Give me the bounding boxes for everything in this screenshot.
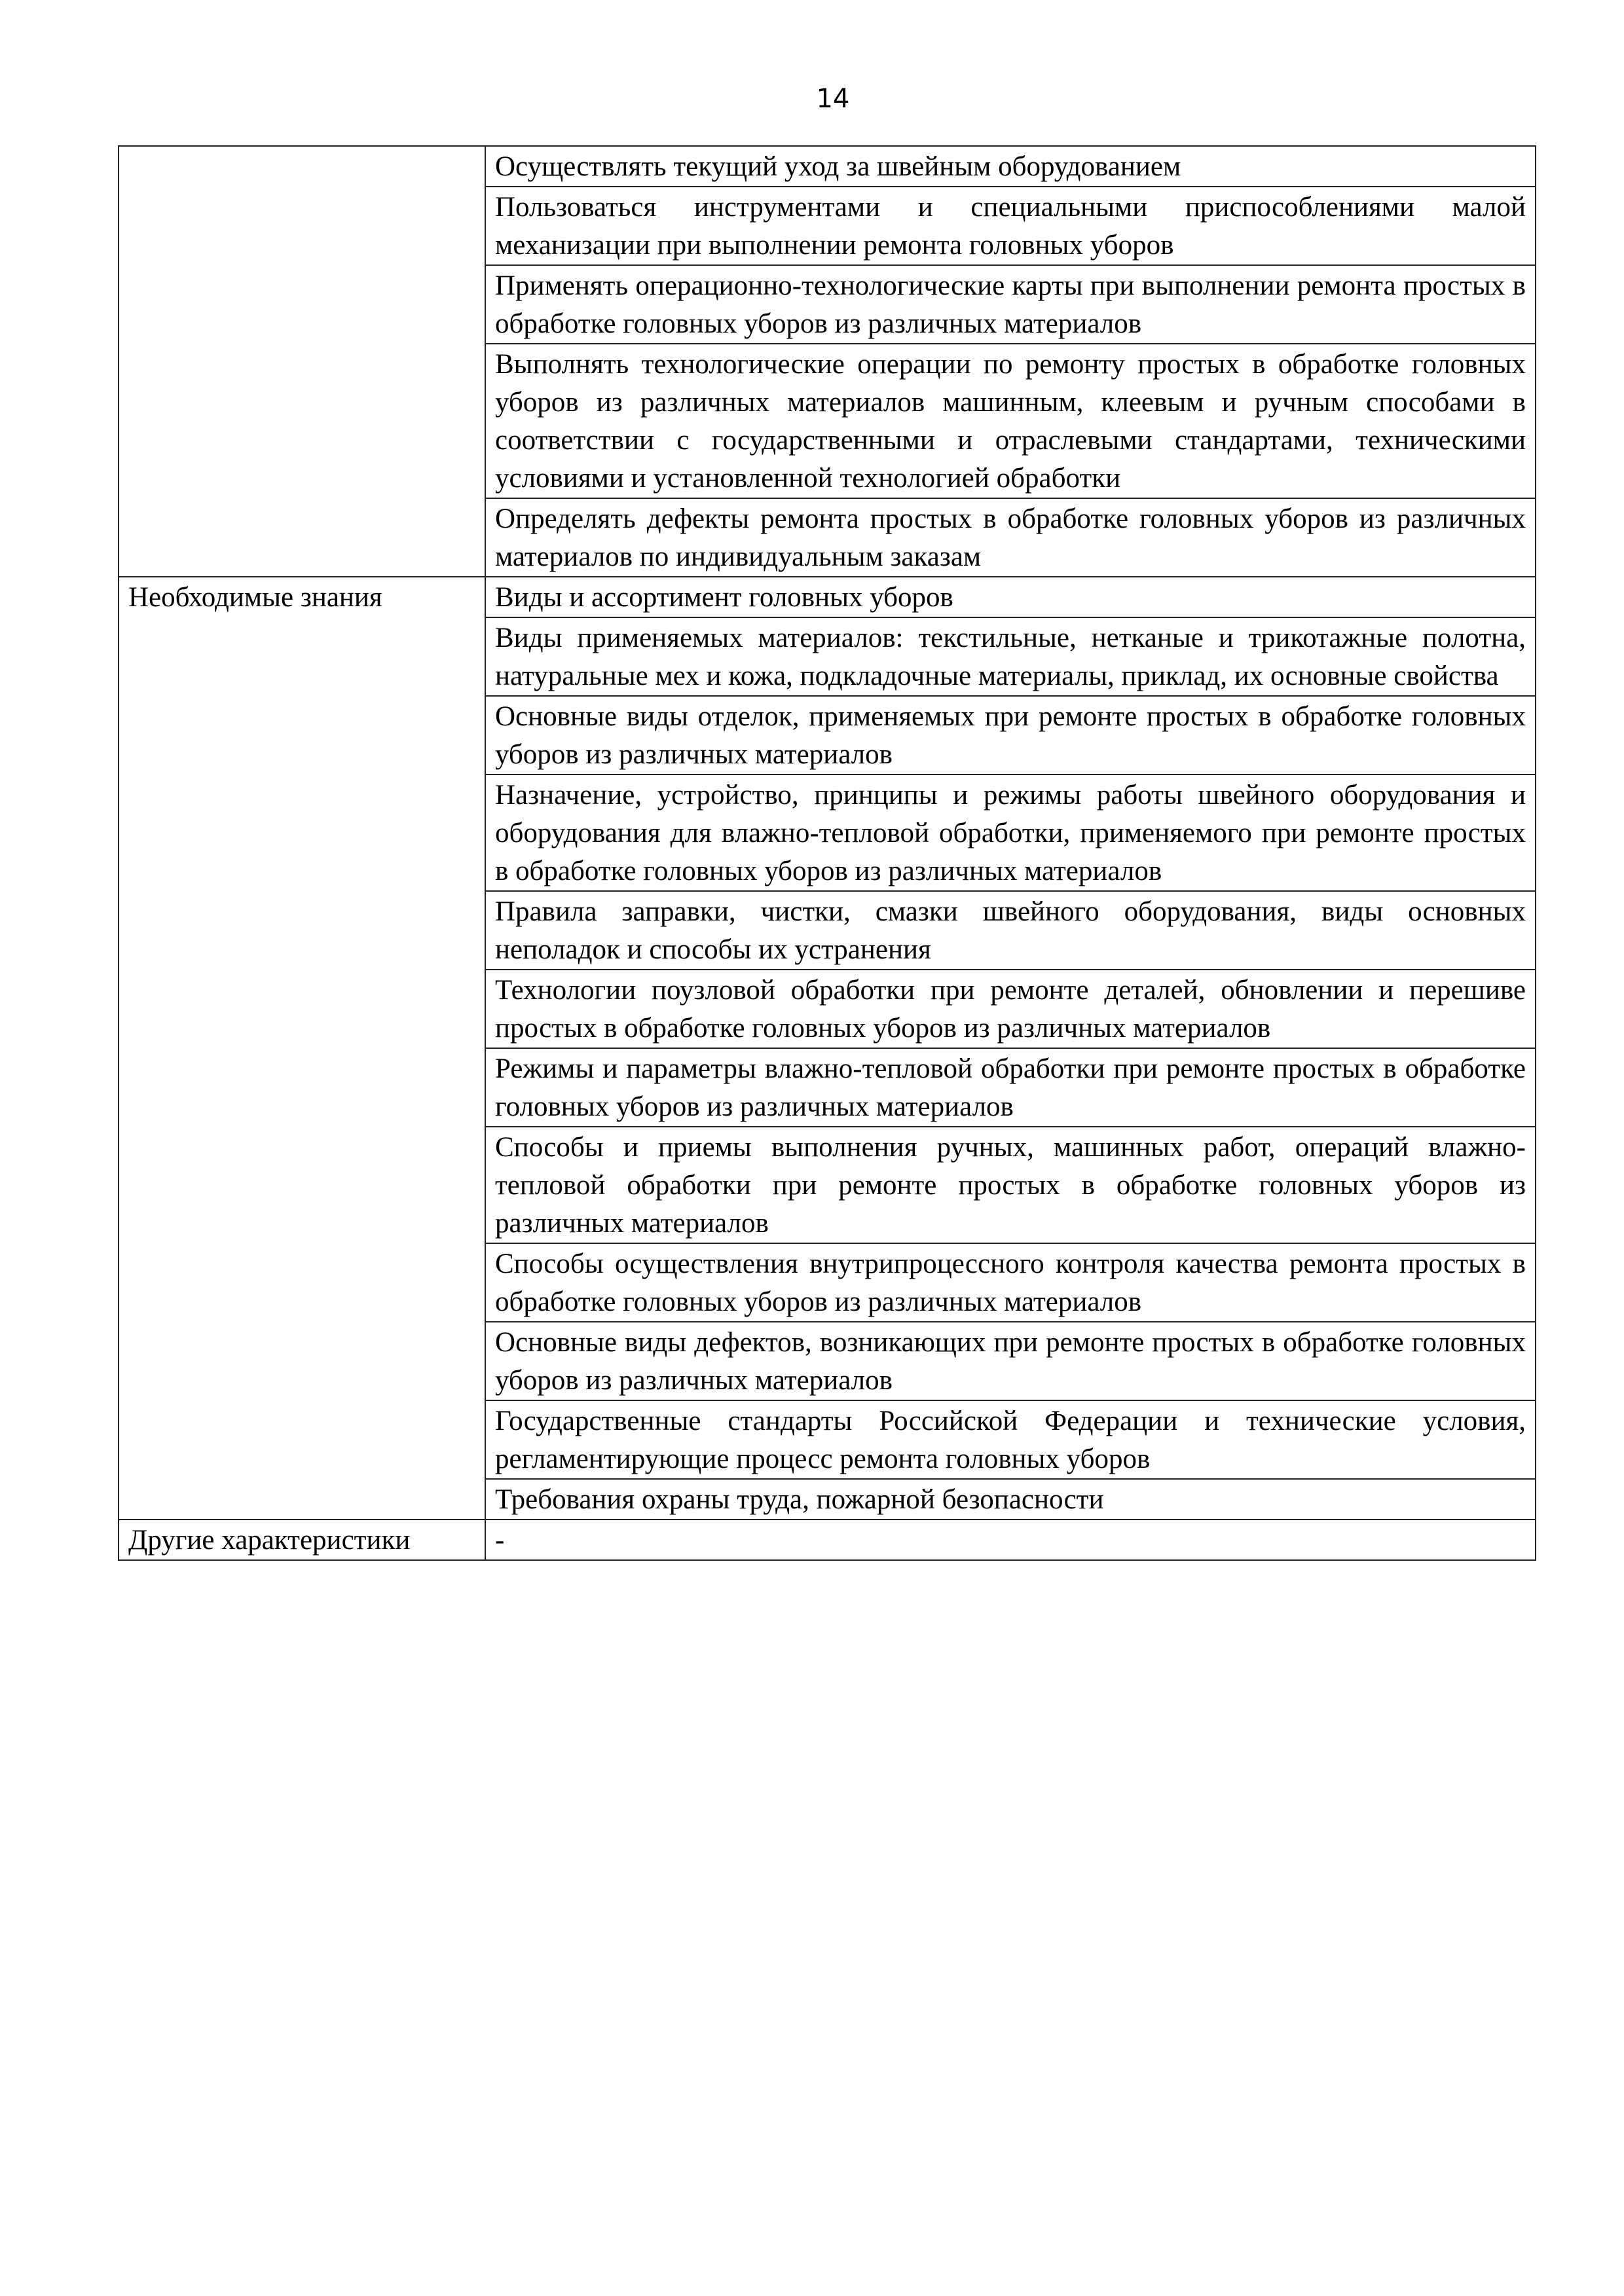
table-row [119, 1520, 1536, 1560]
table-cell: Пользоваться инструментами и специальными приспособлениями малой механизации при выполнении ремонта головных уборов [485, 187, 1536, 265]
row-label: Необходимые знания [119, 577, 485, 1520]
table-cell: Требования охраны труда, пожарной безопасности [485, 1479, 1536, 1520]
table-cell: Основные виды отделок, применяемых при ремонте простых в обработке головных уборов из различных материалов [485, 696, 1536, 774]
table-cell: Назначение, устройство, принципы и режимы работы швейного оборудования и оборудования для влажно-тепловой обработки, применяемого при ремонте простых в обработке головных уборов из различных материалов [485, 774, 1536, 891]
table-cell: Технологии поузловой обработки при ремонте деталей, обновлении и перешиве простых в обработке головных уборов из различных материалов [485, 970, 1536, 1048]
table-cell: Государственные стандарты Российской Федерации и технические условия, регламентирующие процесс ремонта головных уборов [485, 1400, 1536, 1479]
table-row [119, 577, 1536, 617]
table-cell: Правила заправки, чистки, смазки швейного оборудования, виды основных неполадок и способы их устранения [485, 891, 1536, 970]
table-cell: Способы и приемы выполнения ручных, машинных работ, операций влажно-тепловой обработки при ремонте простых в обработке головных уборов из различных материалов [485, 1127, 1536, 1243]
table-cell: Режимы и параметры влажно-тепловой обработки при ремонте простых в обработке головных уборов из различных материалов [485, 1048, 1536, 1127]
table-cell: Определять дефекты ремонта простых в обработке головных уборов из различных материалов по индивидуальным заказам [485, 498, 1536, 577]
table-cell: - [485, 1520, 1536, 1560]
table-cell: Осуществлять текущий уход за швейным оборудованием [485, 146, 1536, 187]
row-label [119, 146, 485, 577]
requirements-table [118, 145, 1536, 1561]
table-cell: Способы осуществления внутрипроцессного контроля качества ремонта простых в обработке головных уборов из различных материалов [485, 1243, 1536, 1322]
table-cell: Выполнять технологические операции по ремонту простых в обработке головных уборов из различных материалов машинным, клеевым и ручным способами в соответствии с государственными и отраслевыми стандартами, техническими условиями и установленной технологией обработки [485, 344, 1536, 498]
row-label: Другие характеристики [119, 1520, 485, 1560]
table-row [119, 146, 1536, 187]
table-cell: Основные виды дефектов, возникающих при ремонте простых в обработке головных уборов из различных материалов [485, 1322, 1536, 1400]
table-cell: Виды применяемых материалов: текстильные, нетканые и трикотажные полотна, натуральные мех и кожа, подкладочные материалы, приклад, их основные свойства [485, 617, 1536, 696]
page-number: 14 [816, 84, 850, 114]
table-cell: Виды и ассортимент головных уборов [485, 577, 1536, 617]
table-cell: Применять операционно-технологические карты при выполнении ремонта простых в обработке головных уборов из различных материалов [485, 265, 1536, 344]
